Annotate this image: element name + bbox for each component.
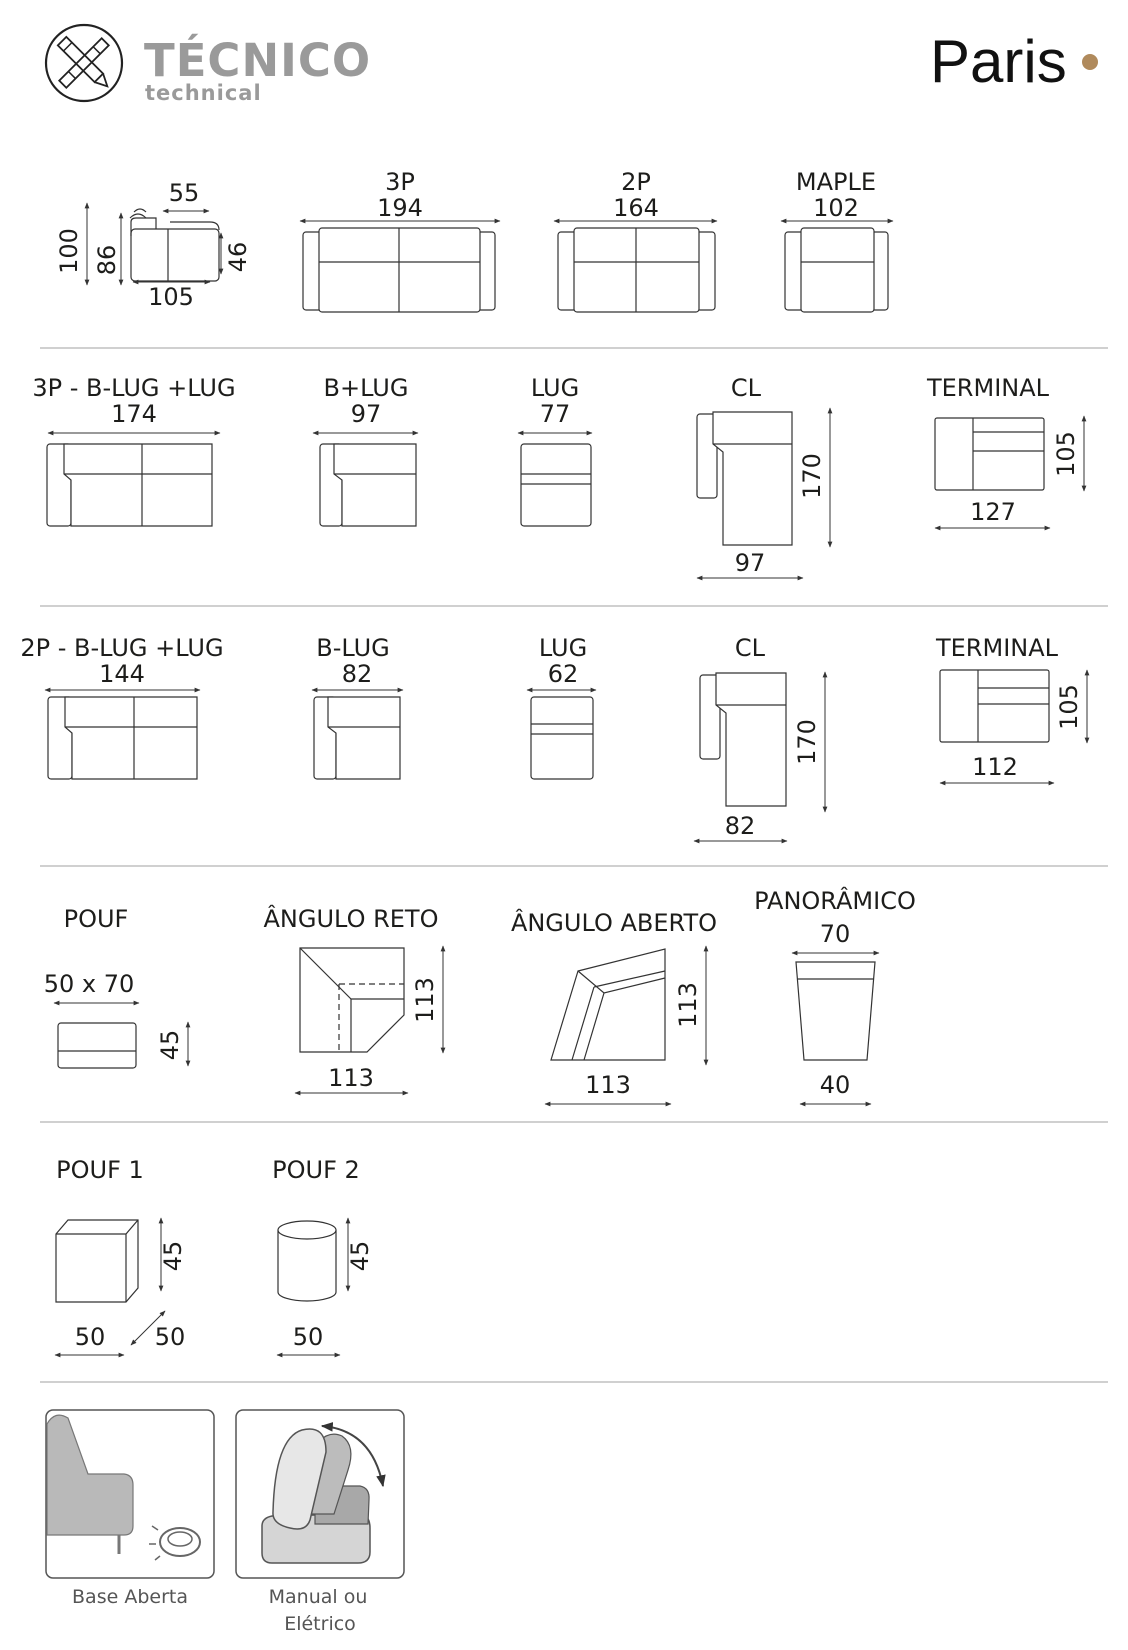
item-label: 2P	[621, 168, 651, 196]
profile-width-label: 105	[148, 283, 194, 311]
item-label: B+LUG	[323, 374, 409, 402]
item-depth: 113	[411, 977, 439, 1023]
row-3	[20, 634, 1087, 841]
item-label: ÂNGULO RETO	[263, 905, 439, 933]
terminal-112-diagram	[935, 634, 1087, 783]
sofa-3p-diagram	[300, 168, 500, 312]
item-label: ÂNGULO ABERTO	[510, 909, 718, 937]
feature-caption: Base Aberta	[72, 1586, 188, 1608]
item-depth: 113	[674, 982, 702, 1028]
item-label: TERMINAL	[935, 634, 1059, 662]
item-height: 45	[346, 1240, 374, 1272]
item-width: 62	[547, 660, 579, 688]
sofa-b-lug-plus-diagram	[313, 374, 418, 526]
feature-manual-eletrico	[236, 1410, 404, 1635]
item-label: 3P	[385, 168, 415, 196]
panoramico-diagram	[754, 886, 916, 1104]
item-width-top: 70	[819, 920, 851, 948]
profile-height-back-label: 86	[93, 244, 121, 276]
item-width: 194	[377, 194, 423, 222]
technical-logo-icon	[46, 25, 122, 101]
lug-77-diagram	[518, 374, 592, 526]
row-2	[32, 374, 1084, 578]
item-width: 50	[74, 1323, 106, 1351]
item-height: 45	[159, 1240, 187, 1272]
pouf-2-diagram	[272, 1156, 374, 1355]
item-width: 144	[99, 660, 145, 688]
item-size: 50 x 70	[43, 970, 135, 998]
feature-caption-line1: Manual ou	[268, 1586, 368, 1608]
lug-62-diagram	[527, 634, 596, 779]
item-label: 2P - B-LUG +LUG	[20, 634, 224, 662]
brand-title: TÉCNICO	[144, 34, 372, 87]
item-width-bottom: 40	[819, 1071, 851, 1099]
sofa-2p-diagram	[554, 168, 717, 312]
chaise-cl-97-diagram	[697, 374, 830, 578]
item-label: 3P - B-LUG +LUG	[32, 374, 236, 402]
row-5	[55, 1156, 374, 1355]
item-width: 77	[539, 400, 571, 428]
item-depth: 50	[154, 1323, 186, 1351]
profile-seat-height-label: 46	[224, 241, 252, 273]
features	[46, 1410, 404, 1635]
item-width: 50	[292, 1323, 324, 1351]
item-width: 174	[111, 400, 157, 428]
item-width: 113	[328, 1064, 374, 1092]
angulo-aberto-diagram	[511, 908, 717, 1104]
feature-base-aberta	[46, 1410, 214, 1608]
angulo-reto-diagram	[264, 904, 443, 1093]
pouf-1-diagram	[55, 1156, 187, 1355]
item-width: 164	[613, 194, 659, 222]
item-label: B-LUG	[316, 634, 390, 662]
item-width: 97	[350, 400, 382, 428]
item-height: 45	[156, 1029, 184, 1061]
sofa-3p-blug-lug-diagram	[32, 374, 235, 526]
item-label: POUF 1	[56, 1156, 144, 1184]
item-label: POUF	[63, 905, 129, 933]
item-width: 82	[724, 812, 756, 840]
terminal-127-diagram	[926, 374, 1084, 528]
item-label: CL	[730, 374, 762, 402]
header	[46, 25, 1098, 105]
item-label: LUG	[530, 374, 580, 402]
product-name: Paris	[930, 28, 1067, 95]
row-4	[44, 886, 916, 1104]
item-depth: 105	[1052, 431, 1080, 477]
sofa-2p-blug-lug-diagram	[20, 634, 223, 779]
side-profile-diagram	[55, 179, 252, 311]
brand-subtitle: technical	[145, 81, 262, 105]
item-depth: 105	[1055, 684, 1083, 730]
item-label: PANORÂMICO	[754, 887, 916, 915]
item-depth: 170	[793, 719, 821, 765]
row-1	[55, 168, 893, 312]
feature-caption-line2: Elétrico	[284, 1613, 356, 1635]
chaise-cl-82-diagram	[694, 634, 825, 841]
pouf-diagram	[44, 905, 188, 1068]
item-label: CL	[734, 634, 766, 662]
item-width: 127	[970, 498, 1016, 526]
item-width: 112	[972, 753, 1018, 781]
item-width: 82	[341, 660, 373, 688]
armchair-maple-diagram	[781, 168, 893, 312]
item-width: 102	[813, 194, 859, 222]
item-label: MAPLE	[795, 168, 877, 196]
item-label: POUF 2	[272, 1156, 360, 1184]
item-width: 113	[585, 1071, 631, 1099]
b-lug-82-diagram	[312, 634, 403, 779]
item-depth: 170	[798, 453, 826, 499]
accent-dot-icon	[1082, 54, 1098, 70]
item-label: LUG	[538, 634, 588, 662]
profile-height-total-label: 100	[55, 228, 83, 274]
profile-depth-label: 55	[168, 179, 200, 207]
item-label: TERMINAL	[926, 374, 1050, 402]
item-width: 97	[734, 549, 766, 577]
